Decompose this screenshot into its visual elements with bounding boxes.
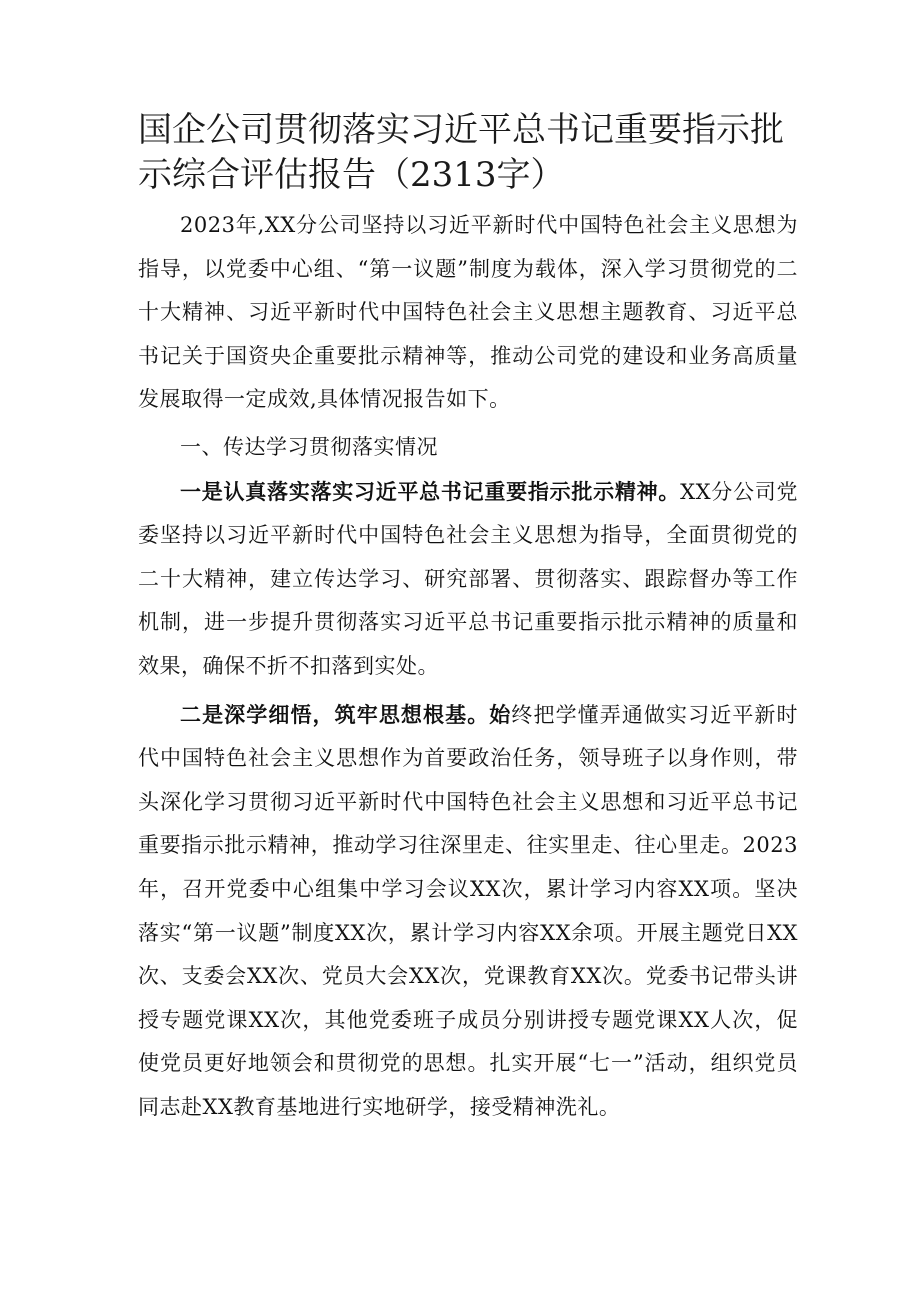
item-1-lead: 一是认真落实落实习近平总书记重要指示批示精神。 bbox=[180, 478, 681, 504]
item-1-paragraph bbox=[138, 470, 798, 689]
item-2-lead: 二是深学细悟，筑牢思想根基。始 bbox=[180, 701, 512, 727]
section-heading: 一、传达学习贯彻落实情况 bbox=[180, 434, 438, 459]
document-title: 国企公司贯彻落实习近平总书记重要指示批示综合评估报告（2313字） bbox=[138, 110, 784, 195]
intro-paragraph: 2023年,XX分公司坚持以习近平新时代中国特色社会主义思想为指导，以党委中心组、“第一议题”制度为载体，深入学习贯彻党的二十大精神、习近平新时代中国特色社会主义思想主题教育、习近平总书记关于国资央企重要批示精神等，推动公司党的建设和业务高质量发展取得一定成效,具体情况报告如下。 bbox=[138, 213, 798, 412]
item-2-body: 终把学懂弄通做实习近平新时代中国特色社会主义思想作为首要政治任务，领导班子以身作则，带头深化学习贯彻习近平新时代中国特色社会主义思想和习近平总书记重要指示批示精神，推动学习往深里走、往实里走、往心里走。2023年，召开党委中心组集中学习会议XX次，累计学习内容XX项。坚决落实“第一议题”制度XX次，累计学习内容XX余项。开展主题党日XX次、支委会XX次、党员大会XX次，党课教育XX次。党委书记带头讲授专题党课XX次，其他党委班子成员分别讲授专题党课XX人次，促使党员更好地领会和贯彻党的思想。扎实开展“七一”活动，组织党员同志赴XX教育基地进行实地研学，接受精神洗礼。 bbox=[138, 702, 799, 1119]
item-2-paragraph bbox=[138, 693, 798, 1130]
document-page bbox=[138, 108, 798, 1129]
item-1-body: XX分公司党委坚持以习近平新时代中国特色社会主义思想为指导，全面贯彻党的二十大精神，建立传达学习、研究部署、贯彻落实、跟踪督办等工作机制，进一步提升贯彻落实习近平总书记重要指示批示精神的质量和效果，确保不折不扣落到实处。 bbox=[138, 479, 799, 678]
